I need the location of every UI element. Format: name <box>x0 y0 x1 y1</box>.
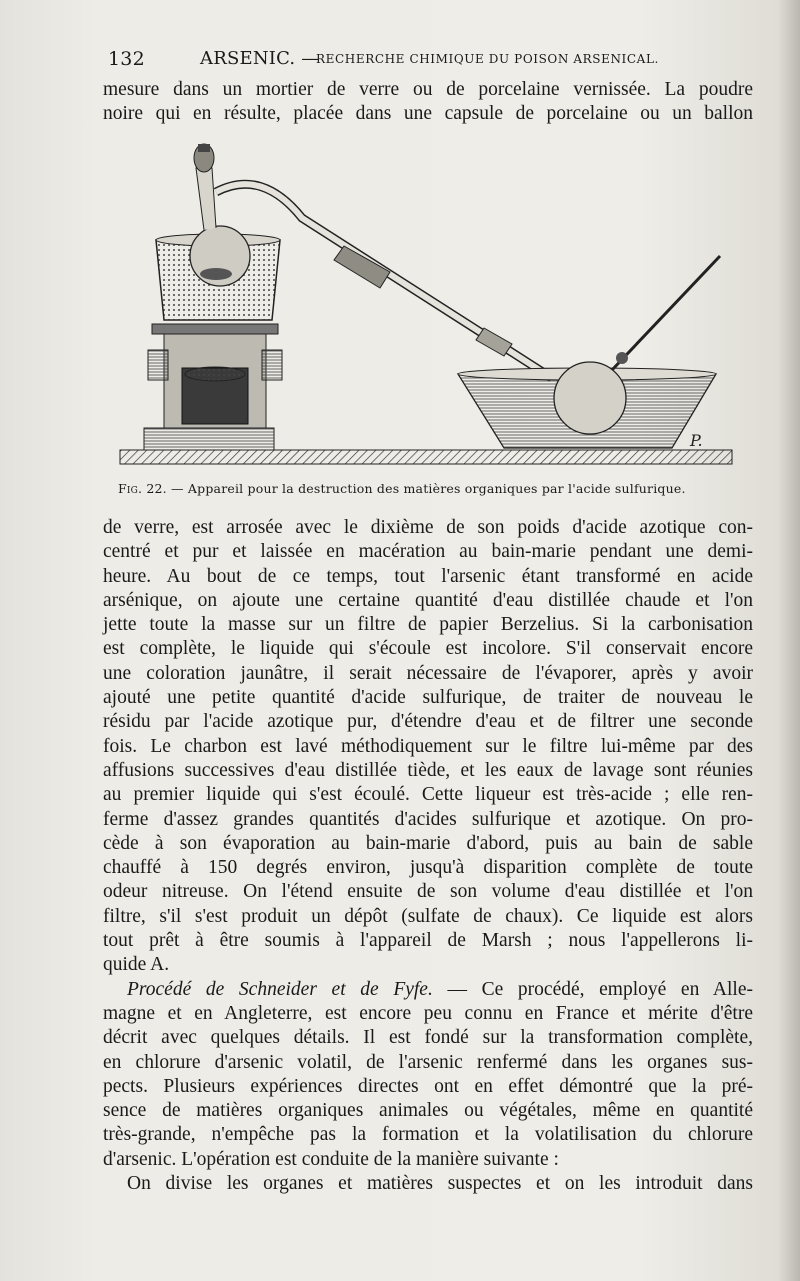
text-line: très-grande, n'empêche pas la formation et la volatilisation du chlorure <box>103 1124 753 1146</box>
text-line: cède à son évaporation au bain-marie d'abord, puis au bain de sable <box>103 832 753 854</box>
text-line: au premier liquide qui s'est écoulé. Cette liqueur est très-acide ; elle ren- <box>103 784 753 806</box>
text-line: de verre, est arrosée avec le dixième de son poids d'acide azotique con- <box>103 517 753 538</box>
text-line: arsénique, on ajoute une certaine quantité d'eau distillée chaude et l'on <box>103 589 753 611</box>
text-line: odeur nitreuse. On l'étend ensuite de son volume d'eau distillée et l'on <box>103 881 753 903</box>
running-subtitle: RECHERCHE CHIMIQUE DU POISON ARSENICAL. <box>316 52 659 66</box>
ground <box>120 450 732 464</box>
text-line: quide A. <box>103 954 170 976</box>
text-line: pects. Plusieurs expériences directes ont en effet démontré que la pré- <box>103 1075 753 1097</box>
text-line: mesure dans un mortier de verre ou de porcelaine vernissée. La poudre <box>103 79 753 100</box>
text-line: ajouté une petite quantité d'acide sulfurique, de traiter de nouveau le <box>103 687 753 709</box>
body-text <box>103 516 753 1196</box>
top-text <box>103 78 753 127</box>
apparatus-illustration <box>112 128 740 476</box>
running-title: ARSENIC. — <box>200 48 320 69</box>
text-line: une coloration jaunâtre, il serait nécessaire de l'évaporer, après y avoir <box>103 662 753 684</box>
paragraph-2-first-line <box>103 978 753 1002</box>
text-line: en chlorure d'arsenic volatil, de l'arsenic renfermé dans les organes sus- <box>103 1051 753 1073</box>
text-line: d'arsenic. L'opération est conduite de la manière suivante : <box>103 1148 559 1170</box>
text-line: magne et en Angleterre, est encore peu connu en France et mérite d'être <box>103 1002 753 1024</box>
receiving-flask <box>554 362 626 434</box>
text-fragment: — Ce procédé, employé en Alle- <box>432 978 753 1000</box>
text-line: ferme d'assez grandes quantités d'acides sulfurique et azotique. On pro- <box>103 808 753 830</box>
text-line: tout prêt à être soumis à l'appareil de Marsh ; nous l'appellerons li- <box>103 930 753 952</box>
text-line: jette toute la masse sur un filtre de papier Berzelius. Si la carbonisation <box>103 614 753 636</box>
text-line: fois. Le charbon est lavé méthodiquement sur le filtre lui-même par des <box>103 735 753 757</box>
paragraph-2 <box>103 978 753 1172</box>
text-line: décrit avec quelques détails. Il est fondé sur la transformation complète, <box>103 1027 753 1049</box>
thistle-tube <box>612 256 720 370</box>
text-line: affusions successives d'eau distillée tiède, et les eaux de lavage sont réunies <box>103 759 753 781</box>
text-line: résidu par l'acide azotique pur, d'étendre d'eau et de filtrer une seconde <box>103 711 753 733</box>
figure-label: Fig. 22. <box>118 481 167 496</box>
text-line: chauffé à 150 degrés environ, jusqu'à disparition complète de toute <box>103 857 753 879</box>
text-line: On divise les organes et matières suspectes et on les introduit dans <box>127 1173 753 1195</box>
page-number: 132 <box>108 48 145 70</box>
engraver-signature: P. <box>690 431 703 450</box>
text-line: noire qui en résulte, placée dans une capsule de porcelaine ou un ballon <box>103 103 753 125</box>
furnace-base <box>144 428 274 450</box>
running-header <box>108 48 708 72</box>
figure-caption-text: — Appareil pour la destruction des matières organiques par l'acide sulfurique. <box>171 481 686 496</box>
text-line: sence de matières organiques animales ou végétales, même en quantité <box>103 1100 753 1122</box>
section-heading: Procédé de Schneider et de Fyfe. <box>127 978 433 1000</box>
text-line: filtre, s'il s'est produit un dépôt (sulfate de chaux). Ce liquide est alors <box>103 905 753 927</box>
text-line: est complète, le liquide qui s'écoule est incolore. S'il conservait encore <box>103 638 753 660</box>
paragraph-3 <box>103 1172 753 1196</box>
paragraph-1 <box>103 516 753 978</box>
text-line: centré et pur et laissée en macération au bain-marie pendant une demi- <box>103 541 753 563</box>
text-line: heure. Au bout de ce temps, tout l'arsenic étant transformé en acide <box>103 565 753 587</box>
figure-caption <box>118 481 738 496</box>
binding-shadow <box>778 0 800 1281</box>
